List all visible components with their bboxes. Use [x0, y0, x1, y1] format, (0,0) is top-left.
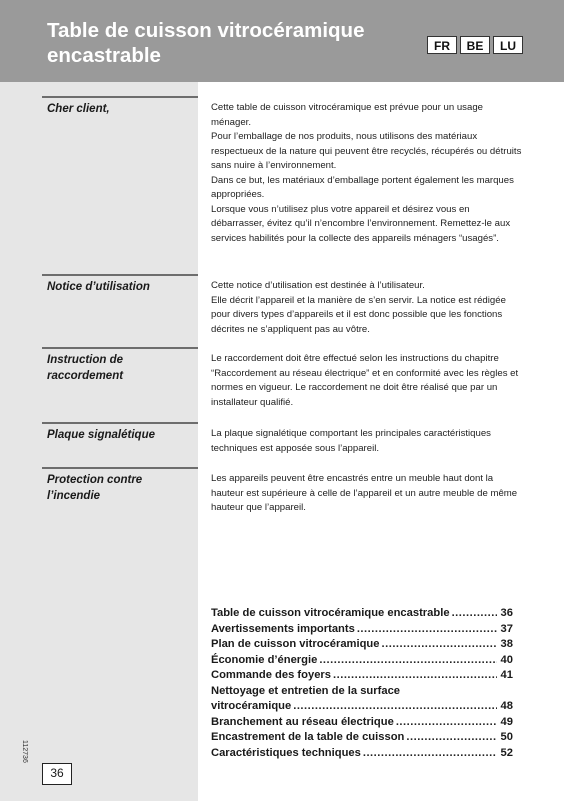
paragraph: Le raccordement doit être effectué selon les instructions du chapitre “Raccordement au réseau électrique” et en conformité avec les règles et normes en vigueur. Le raccordement ne doit être réalisé que par un installateur qualifié.: [211, 353, 519, 408]
section-label: Protection contre l’incendie: [47, 474, 143, 502]
toc-entry-page: 40: [500, 653, 513, 666]
section-label: Cher client,: [47, 103, 110, 115]
section-divider: [42, 347, 198, 349]
section-body: [211, 472, 523, 516]
toc-entry-page: 48: [500, 700, 513, 712]
toc-entry[interactable]: [211, 637, 513, 653]
section-divider: [42, 467, 198, 469]
toc-entry[interactable]: [211, 730, 513, 746]
toc-leader: [396, 715, 497, 731]
toc-entry-title: Commande des foyers: [211, 669, 331, 681]
toc-entry-page: 41: [500, 669, 513, 681]
section-body: [211, 279, 523, 337]
toc-entry-page: 52: [500, 746, 513, 759]
toc-entry[interactable]: [211, 606, 513, 622]
paragraph: Lorsque vous n’utilisez plus votre appareil et désirez vous en débarrasser, évitez qu’il n’encombre l’environnement. Remettez-le aux services habilités pour la collecte des appareils ménagers “usagés”.: [211, 203, 511, 244]
paragraph: Cette table de cuisson vitrocéramique est prévue pour un usage ménager.: [211, 102, 483, 128]
toc-leader: [293, 699, 497, 715]
toc-leader: [319, 653, 497, 669]
section-body: [211, 352, 523, 410]
paragraph: Les appareils peuvent être encastrés entre un meuble haut dont la hauteur est supérieure à celle de l’appareil et un autre meuble de même hauteur que l’appareil.: [211, 473, 518, 513]
toc-entry-page: 37: [500, 622, 513, 635]
toc-entry-title: Table de cuisson vitrocéramique encastrable: [211, 607, 450, 619]
toc-entry-page: 36: [500, 607, 513, 619]
toc-entry[interactable]: [211, 653, 513, 669]
toc-entry-title: Nettoyage et entretien de la surface: [211, 684, 401, 697]
toc-entry[interactable]: [211, 684, 513, 700]
page-title: Table de cuisson vitrocéramique encastrable: [47, 19, 365, 67]
section-divider: [42, 422, 198, 424]
section-label: Instruction de raccordement: [47, 354, 124, 382]
section-label: Notice d’utilisation: [47, 281, 150, 293]
table-of-contents: [211, 606, 513, 761]
toc-entry[interactable]: [211, 715, 513, 731]
header-bar: [0, 0, 564, 82]
toc-leader: [406, 730, 497, 746]
toc-entry[interactable]: [211, 622, 513, 638]
language-badge-lu: LU: [493, 36, 523, 54]
toc-entry-title: Économie d’énergie: [211, 653, 318, 666]
toc-entry-page: 49: [500, 715, 513, 728]
toc-leader: [357, 622, 497, 638]
toc-entry-title: Caractéristiques techniques: [211, 746, 361, 759]
section-divider: [42, 274, 198, 276]
toc-entry-page: 50: [500, 731, 513, 743]
toc-entry-page: 38: [500, 638, 513, 650]
section-body: [211, 101, 523, 246]
section-label: Plaque signalétique: [47, 429, 155, 441]
toc-leader: [333, 668, 497, 684]
toc-entry-title: Plan de cuisson vitrocéramique: [211, 638, 380, 650]
paragraph: La plaque signalétique comportant les principales caractéristiques techniques est apposée sous l’appareil.: [211, 428, 491, 454]
page-number: 36: [42, 763, 72, 785]
toc-entry-title: Encastrement de la table de cuisson: [211, 731, 405, 743]
toc-entry[interactable]: [211, 668, 513, 684]
toc-entry-title: vitrocéramique: [211, 700, 292, 712]
paragraph: Elle décrit l’appareil et la manière de s’en servir. La notice est rédigée pour divers types d’appareils et il est donc possible que les fonctions décrites ne s’appliquent pas au vôtre.: [211, 294, 506, 335]
section-body: [211, 427, 523, 456]
toc-entry-title: Avertissements importants: [211, 622, 355, 635]
paragraph: Pour l’emballage de nos produits, nous utilisons des matériaux respectueux de la nature qui peuvent être recyclés, récupérés ou détruits sans nuire à l’environnement.: [211, 131, 522, 171]
toc-leader: [452, 606, 497, 622]
toc-leader: [382, 637, 498, 653]
language-badges: [427, 36, 523, 54]
language-badge-fr: FR: [427, 36, 457, 54]
toc-entry-title: Branchement au réseau électrique: [211, 715, 394, 728]
paragraph: Cette notice d’utilisation est destinée à l’utilisateur.: [211, 280, 425, 291]
language-badge-be: BE: [460, 36, 490, 54]
toc-entry[interactable]: [211, 746, 513, 762]
paragraph: Dans ce but, les matériaux d’emballage portent également les marques appropriées.: [211, 174, 514, 200]
toc-leader: [363, 746, 497, 762]
document-code: 112736: [21, 740, 28, 763]
section-divider: [42, 96, 198, 98]
toc-entry[interactable]: [211, 699, 513, 715]
